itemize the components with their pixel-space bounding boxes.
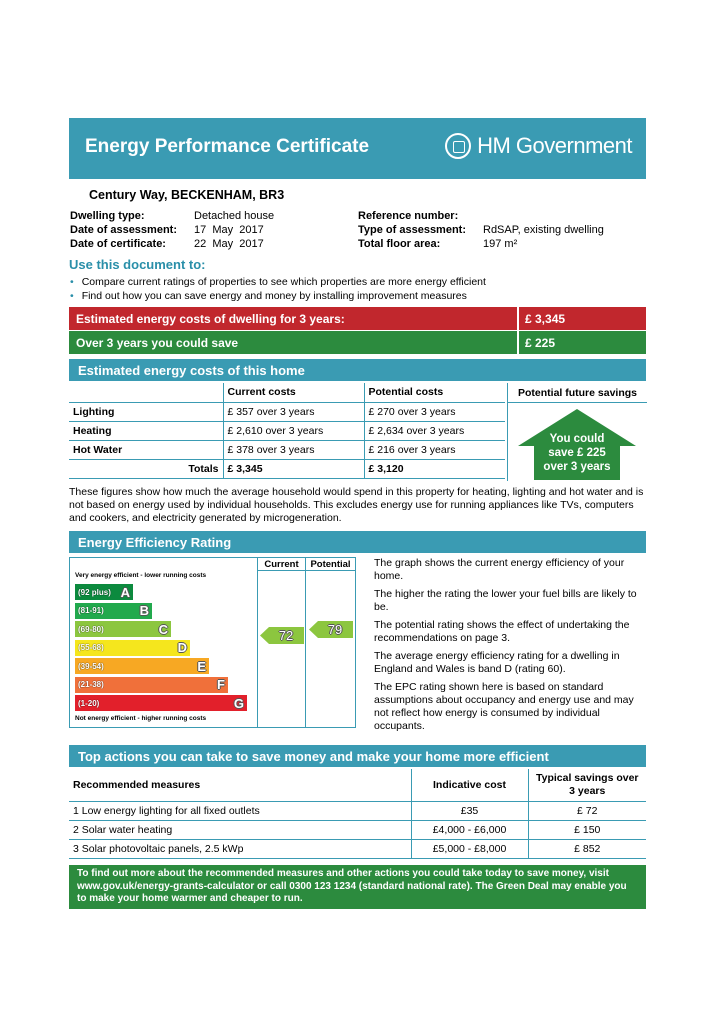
explanation-paragraph: The graph shows the current energy efficiency of your home. bbox=[374, 557, 625, 582]
estimated-cost-value: £ 3,345 bbox=[517, 307, 646, 330]
explanation-paragraph: The higher the rating the lower your fuel bills are likely to be. bbox=[374, 588, 637, 613]
chart-bottom-note: Not energy efficient - higher running costs bbox=[75, 715, 207, 722]
costs-note: These figures show how much the average household would spend in this property for heating, lighting and hot water and is not based on energy used by individual households. This excludes energy use for running appliances like TVs, computers and cookers, and electricity generated by microgeneration. bbox=[69, 486, 644, 524]
table-row bbox=[69, 839, 646, 858]
band-letter: D bbox=[177, 640, 187, 655]
saving-value: £ 225 bbox=[517, 331, 646, 354]
current-rating: 72 bbox=[278, 627, 294, 643]
measure: 1 Low energy lighting for all fixed outlets bbox=[73, 804, 260, 817]
details-left bbox=[70, 209, 274, 251]
details-right bbox=[358, 209, 604, 251]
actions-section-title: Top actions you can take to save money and make your home more efficient bbox=[69, 745, 646, 767]
potential-cost: £ 270 over 3 years bbox=[364, 402, 505, 421]
rating-band-a bbox=[75, 584, 133, 600]
table-row bbox=[69, 440, 505, 459]
hm-government-logo bbox=[445, 133, 632, 159]
page-title: Energy Performance Certificate bbox=[85, 136, 370, 157]
potential-column-header: Potential bbox=[310, 559, 351, 570]
cost: £4,000 - £6,000 bbox=[411, 820, 528, 839]
saving: £ 72 bbox=[528, 801, 646, 820]
detail-label: Type of assessment: bbox=[358, 224, 467, 236]
column-header: Potential costs bbox=[364, 383, 505, 402]
footer-note: To find out more about the recommended measures and other actions you could take today to save money, visit www.gov.uk/energy-grants-calculator or call 0300 123 1234 (standard national rate). The Green Deal may enable you to make your home warmer and cheaper to run. bbox=[69, 865, 646, 909]
total-current: £ 3,345 bbox=[223, 459, 364, 478]
current-cost: £ 357 over 3 years bbox=[223, 402, 364, 421]
table-row bbox=[69, 801, 646, 820]
measure: 2 Solar water heating bbox=[73, 823, 173, 836]
band-range: (69-80) bbox=[78, 624, 104, 634]
future-savings-panel bbox=[507, 383, 647, 481]
efficiency-explanation bbox=[374, 557, 646, 733]
list-item: • Compare current ratings of properties to see which properties are more energy efficient bbox=[70, 275, 486, 289]
band-letter: B bbox=[139, 603, 149, 618]
band-letter: A bbox=[120, 584, 130, 600]
current-column-header: Current bbox=[264, 559, 299, 570]
table-row bbox=[69, 820, 646, 839]
detail-value: 22 May 2017 bbox=[194, 238, 264, 250]
efficiency-chart bbox=[69, 557, 356, 728]
rating-band-c bbox=[75, 621, 171, 637]
property-address: Century Way, BECKENHAM, BR3 bbox=[89, 188, 285, 202]
government-name: HM Government bbox=[477, 133, 632, 158]
saving-label: Over 3 years you could save bbox=[69, 331, 517, 354]
detail-value: 197 m² bbox=[483, 238, 518, 250]
column-header: Typical savings over 3 years bbox=[528, 769, 646, 801]
rating-band-b bbox=[75, 603, 152, 619]
band-letter: E bbox=[197, 658, 206, 674]
cost: £5,000 - £8,000 bbox=[411, 839, 528, 858]
total-potential: £ 3,120 bbox=[364, 459, 505, 478]
current-cost: £ 2,610 over 3 years bbox=[223, 421, 364, 440]
band-range: (21-38) bbox=[78, 680, 104, 689]
costs-section-title: Estimated energy costs of this home bbox=[69, 359, 646, 381]
saving: £ 852 bbox=[528, 839, 646, 858]
detail-value: RdSAP, existing dwelling bbox=[483, 224, 604, 236]
detail-label: Total floor area: bbox=[358, 238, 441, 250]
band-letter: F bbox=[217, 677, 225, 692]
explanation-paragraph: The average energy efficiency rating for a dwelling in England and Wales is band D (rating 60). bbox=[374, 650, 620, 675]
detail-label: Dwelling type: bbox=[70, 210, 145, 222]
table-row bbox=[69, 402, 505, 421]
measure: 3 Solar photovoltaic panels, 2.5 kWp bbox=[73, 842, 244, 855]
saving: £ 150 bbox=[528, 820, 646, 839]
cost: £35 bbox=[411, 801, 528, 820]
band-range: (55-68) bbox=[78, 643, 104, 652]
row-label: Heating bbox=[73, 424, 112, 437]
column-header: Recommended measures bbox=[73, 778, 201, 791]
rating-band-d bbox=[75, 640, 190, 656]
row-label: Lighting bbox=[73, 405, 115, 418]
potential-cost: £ 216 over 3 years bbox=[364, 440, 505, 459]
rating-band-g bbox=[75, 695, 247, 711]
detail-label: Reference number: bbox=[358, 210, 459, 222]
chart-top-note: Very energy efficient - lower running costs bbox=[75, 572, 207, 579]
savings-arrow-text: You could save £ 225 over 3 years bbox=[543, 433, 611, 473]
table-row bbox=[69, 421, 505, 440]
column-header: Current costs bbox=[223, 383, 364, 402]
explanation-paragraph: The potential rating shows the effect of undertaking the recommendations on page 3. bbox=[374, 619, 630, 644]
band-letter: C bbox=[158, 621, 168, 637]
band-range: (1-20) bbox=[78, 698, 100, 708]
band-letter: G bbox=[233, 695, 244, 711]
rating-band-f bbox=[75, 677, 228, 693]
rating-band-e bbox=[75, 658, 209, 674]
saving-bar bbox=[69, 331, 646, 354]
current-cost: £ 378 over 3 years bbox=[223, 440, 364, 459]
certificate-header bbox=[69, 118, 646, 179]
totals-row bbox=[69, 459, 505, 478]
detail-label: Date of certificate: bbox=[70, 238, 166, 250]
column-header: Potential future savings bbox=[508, 383, 647, 403]
totals-label: Totals bbox=[188, 462, 219, 475]
band-range: (39-54) bbox=[78, 661, 104, 671]
band-range: (81-91) bbox=[78, 606, 104, 615]
row-label: Hot Water bbox=[73, 443, 123, 456]
detail-value: Detached house bbox=[194, 210, 275, 222]
costs-table bbox=[69, 383, 505, 479]
use-document-list bbox=[70, 275, 486, 303]
detail-value: 17 May 2017 bbox=[194, 224, 264, 236]
royal-crest-icon bbox=[445, 133, 471, 159]
potential-rating: 79 bbox=[327, 621, 343, 637]
potential-cost: £ 2,634 over 3 years bbox=[364, 421, 505, 440]
explanation-paragraph: The EPC rating shown here is based on standard assumptions about occupancy and energy use and may not reflect how energy is consumed by individual occupants. bbox=[374, 681, 634, 732]
column-header: Indicative cost bbox=[411, 769, 528, 801]
estimated-cost-bar bbox=[69, 307, 646, 330]
efficiency-section-title: Energy Efficiency Rating bbox=[69, 531, 646, 553]
detail-label: Date of assessment: bbox=[70, 224, 177, 236]
estimated-cost-label: Estimated energy costs of dwelling for 3 years: bbox=[69, 307, 517, 330]
actions-table bbox=[69, 769, 646, 859]
band-range: (92 plus) bbox=[78, 587, 111, 597]
use-document-title: Use this document to: bbox=[69, 257, 206, 272]
list-item: • Find out how you can save energy and money by installing improvement measures bbox=[70, 289, 486, 303]
